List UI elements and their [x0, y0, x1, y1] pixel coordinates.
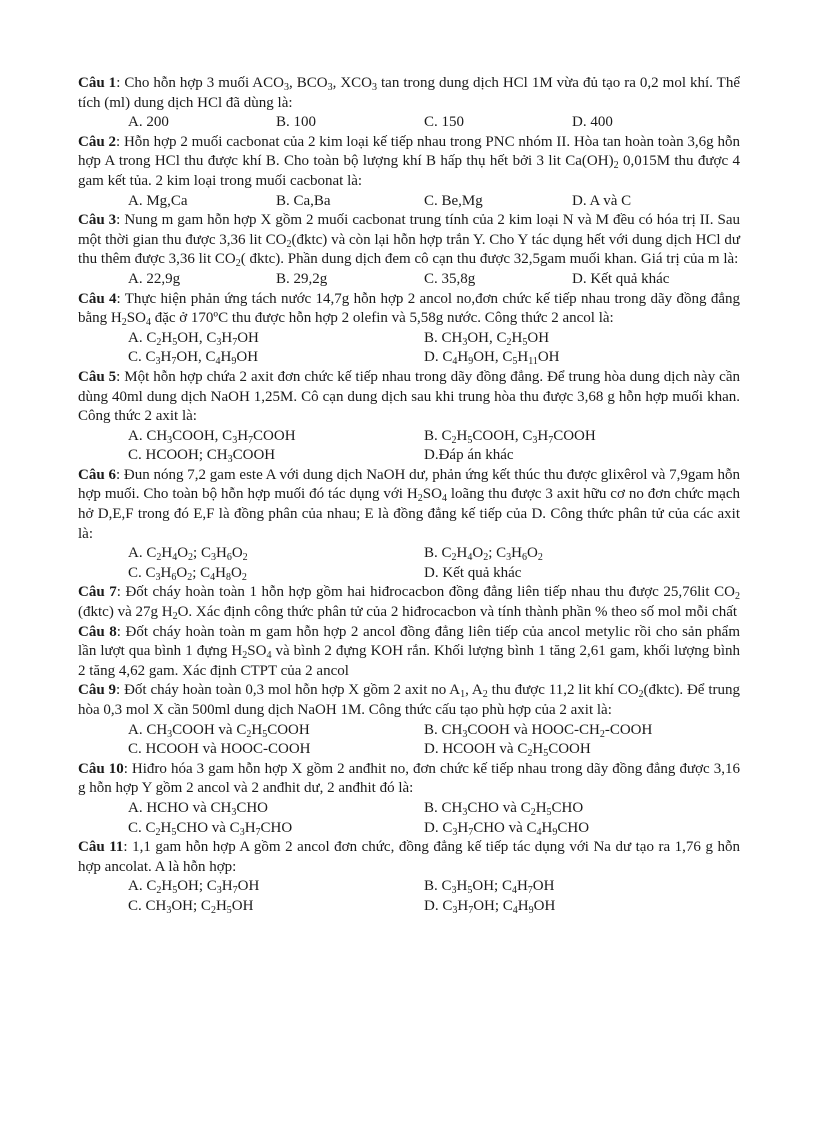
answer-option: B. $CH_3OH$, $C_2H_5OH$: [424, 329, 550, 348]
question-stem: [78, 466, 740, 544]
question-stem: [78, 211, 740, 270]
question-stem: [78, 760, 740, 799]
answer-option: A. $CH_3COOH$, $C_3H_7COOH$: [128, 427, 296, 446]
answer-option: B. 100: [276, 114, 317, 131]
answer-option: D. $C_4H_9OH$, $C_5H_{11}OH$: [424, 349, 560, 368]
answer-options: [78, 270, 740, 290]
question-stem: [78, 133, 740, 192]
question-block: [78, 838, 740, 916]
answer-option: C. HCOOH và HOOC-COOH: [128, 741, 311, 758]
question-text: : 1,1 gam hỗn hợp A gồm 2 ancol đơn chức, đồng đẳng kế tiếp tác dụng với Na dư tạo ra 1,76 g hỗn hợp ancolat. A là hỗn hợp:: [78, 839, 740, 875]
question-block: [78, 211, 740, 289]
question-stem: [78, 681, 740, 720]
question-label: Câu 7: [78, 584, 117, 601]
answer-option: D. Kết quả khác: [424, 564, 522, 581]
answer-option: D. $C_3H_7OH$; $C_4H_9OH$: [424, 897, 556, 916]
answer-options: [78, 740, 740, 760]
answer-option: A. $C_2H_4O_2$; $C_3H_6O_2$: [128, 545, 248, 564]
answer-option: D. Kết quả khác: [572, 270, 670, 287]
question-label: Câu 2: [78, 133, 116, 150]
answer-option: D. A và C: [572, 192, 632, 209]
answer-option: C. $C_3H_6O_2$; $C_4H_8O_2$: [128, 564, 247, 583]
question-text: : Đốt cháy hoàn toàn 0,3 mol hỗn hợp X gồm 2 axit no $A_1$, $A_2$ thu được 11,2 lit khí $CO_2(đktc)$. Để trung hòa 0,3 mol X cần 500ml dung dịch NaOH 1M. Công thức cấu tạo phù hợp của 2 axit là:: [78, 682, 740, 718]
answer-option: D. 400: [572, 114, 613, 131]
answer-options: [78, 329, 740, 349]
question-block: [78, 623, 740, 682]
question-block: [78, 368, 740, 466]
answer-option: A. 200: [128, 114, 169, 131]
answer-option: A. HCHO và $CH_3CHO$: [128, 799, 269, 818]
question-label: Câu 11: [78, 839, 124, 856]
question-block: [78, 466, 740, 584]
question-label: Câu 9: [78, 682, 117, 699]
answer-option: A. $CH_3COOH$ và $C_2H_5COOH$: [128, 721, 310, 740]
answer-option: C. $CH_3OH$; $C_2H_5OH$: [128, 897, 254, 916]
document-page: [78, 74, 740, 917]
question-stem: [78, 838, 740, 877]
question-text: : Thực hiện phản ứng tách nước 14,7g hỗn hợp 2 ancol no,đơn chức kế tiếp nhau trong dãy đồng đẳng bằng $H_2SO_4$ đặc ở 170ºC thu được hỗn hợp 2 olefin và 5,58g nước. Công thức 2 ancol là:: [78, 290, 740, 329]
question-text: : Đun nóng 7,2 gam este A với dung dịch NaOH dư, phản ứng kết thúc thu được glixêrol và 7,9gam hỗn hợp muối. Cho toàn bộ hỗn hợp muối đó tác dụng với $H_2SO_4$ loãng thu được 3 axit hữu cơ no đơn chức mạch hở D,E,F trong đó E,F là đồng phân của nhau; E là đồng đẳng kế tiếp của D. Công thức phân tử của các axit là:: [78, 466, 740, 542]
answer-option: A. $C_2H_5OH$; $C_3H_7OH$: [128, 878, 260, 897]
answer-option: B. 29,2g: [276, 270, 328, 287]
answer-option: C. 35,8g: [424, 270, 476, 287]
answer-option: D. HCOOH và $C_2H_5COOH$: [424, 741, 591, 760]
question-block: [78, 290, 740, 368]
answer-options: [78, 564, 740, 584]
answer-option: B. $C_3H_5OH$; $C_4H_7OH$: [424, 878, 555, 897]
answer-option: B. $C_2H_5COOH$, $C_3H_7COOH$: [424, 427, 596, 446]
answer-option: B. $CH_3CHO$ và $C_2H_5CHO$: [424, 799, 584, 818]
answer-options: [78, 544, 740, 564]
question-stem: [78, 583, 740, 622]
question-text: : Đốt cháy hoàn toàn m gam hỗn hợp 2 ancol đồng đẳng liên tiếp của ancol metylic rồi cho sản phẩm lần lượt qua bình 1 đựng $H_2SO_4$ và bình 2 đựng KOH rắn. Khối lượng bình 1 tăng 2,61 gam, khối lượng bình 2 tăng 4,62 gam. Xác định CTPT của 2 ancol: [78, 623, 741, 679]
question-stem: [78, 74, 740, 113]
answer-options: [78, 897, 740, 917]
answer-option: D. $C_3H_7CHO$ và $C_4H_9CHO$: [424, 819, 590, 838]
question-text: : Hỗn hợp 2 muối cacbonat của 2 kim loại kế tiếp nhau trong PNC nhóm II. Hòa tan hoàn toàn 3,6g hỗn hợp A trong HCl thu được khí B. Cho toàn bộ lượng khí B hấp thụ hết bởi 3 lit $Ca(OH)_2$ 0,015M thu được 4 gam kết tủa. 2 kim loại trong muối cacbonat là:: [78, 133, 740, 189]
answer-options: [78, 799, 740, 819]
answer-options: [78, 819, 740, 839]
question-label: Câu 3: [78, 212, 117, 229]
answer-option: B. Ca,Ba: [276, 192, 331, 209]
answer-option: D.Đáp án khác: [424, 447, 514, 464]
answer-option: A. Mg,Ca: [128, 192, 188, 209]
answer-options: [78, 192, 740, 212]
question-block: [78, 133, 740, 211]
question-text: : Một hỗn hợp chứa 2 axit đơn chức kế tiếp nhau trong dãy đồng đẳng. Để trung hòa dung dịch này cần dùng 40ml dung dịch NaOH 1,25M. Cô cạn dung dịch sau khi trung hòa thu được 3,68 g hỗn hợp muối khan. Công thức 2 axit là:: [78, 368, 740, 425]
question-label: Câu 8: [78, 623, 117, 640]
answer-option: B. $CH_3COOH$ và HOOC-$CH_2$-COOH: [424, 721, 653, 740]
answer-option: C. 150: [424, 114, 465, 131]
answer-option: C. Be,Mg: [424, 192, 483, 209]
answer-options: [78, 427, 740, 447]
question-label: Câu 1: [78, 75, 117, 91]
answer-options: [78, 721, 740, 741]
question-text: : Đốt cháy hoàn toàn 1 hỗn hợp gồm hai hiđrocacbon đồng đẳng liên tiếp nhau thu được 25,76lit $CO_2$ (đktc) và 27g $H_2O$. Xác định công thức phân tử của 2 hiđrocacbon và tính thành phần % theo số mol mỗi chất: [78, 584, 740, 623]
question-text: : Cho hỗn hợp 3 muối $ACO_3$, $BCO_3$, $XCO_3$ tan trong dung dịch HCl 1M vừa đủ tạo ra 0,2 mol khí. Thể tích (ml) dung dịch HCl đã dùng là:: [78, 75, 740, 111]
question-text: : Hiđro hóa 3 gam hỗn hợp X gồm 2 anđhit no, đơn chức kế tiếp nhau trong dãy đồng đẳng được 3,16 g hỗn hợp Y gồm 2 ancol và 2 anđhit dư, 2 anđhit đó là:: [78, 760, 740, 797]
question-block: [78, 74, 740, 133]
answer-options: [78, 348, 740, 368]
answer-option: C. $C_2H_5CHO$ và $C_3H_7CHO$: [128, 819, 293, 838]
answer-options: [78, 877, 740, 897]
question-block: [78, 583, 740, 622]
question-label: Câu 10: [78, 760, 124, 777]
question-label: Câu 4: [78, 290, 117, 307]
question-label: Câu 5: [78, 368, 117, 385]
question-block: [78, 760, 740, 838]
question-stem: [78, 368, 740, 427]
answer-option: C. HCOOH; $CH_3COOH$: [128, 447, 276, 466]
question-stem: [78, 623, 740, 682]
answer-options: [78, 446, 740, 466]
answer-option: B. $C_2H_4O_2$; $C_3H_6O_2$: [424, 545, 543, 564]
answer-option: A. 22,9g: [128, 270, 181, 287]
question-text: : Nung m gam hỗn hợp X gồm 2 muối cacbonat trung tính của 2 kim loại N và M đều có hóa trị II. Sau một thời gian thu được 3,36 lit $CO_2(đktc)$ và còn lại hỗn hợp trắn Y. Cho Y tác dụng hết với dung dịch HCl dư thu thêm được 3,36 lit $CO_2$( đktc). Phần dung dịch đem cô cạn thu được 32,5gam muối khan. Giá trị của m là:: [78, 212, 741, 270]
question-label: Câu 6: [78, 466, 116, 483]
question-stem: [78, 290, 740, 329]
question-block: [78, 681, 740, 759]
answer-option: A. $C_2H_5OH$, $C_3H_7OH$: [128, 329, 259, 348]
answer-option: C. $C_3H_7OH$, $C_4H_9OH$: [128, 349, 259, 368]
answer-options: [78, 113, 740, 133]
